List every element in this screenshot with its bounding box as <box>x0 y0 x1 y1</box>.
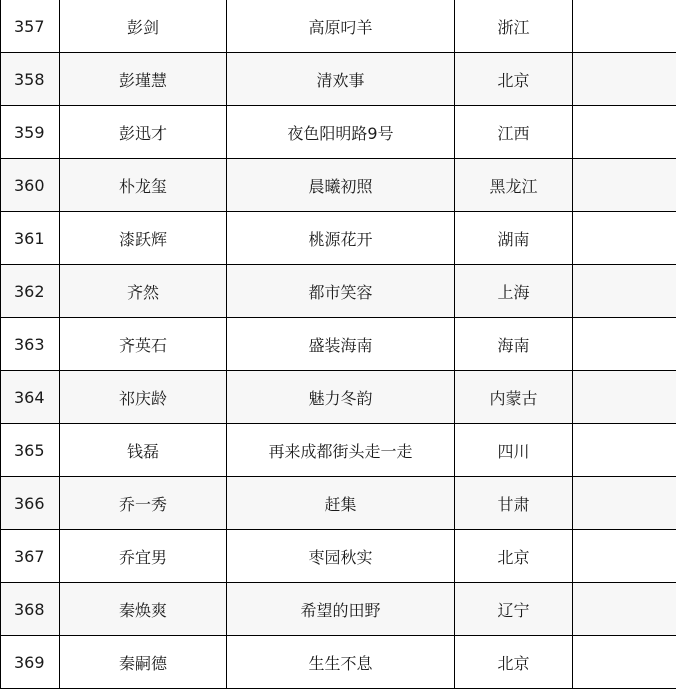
work-title: 赶集 <box>227 477 455 530</box>
author-name: 齐英石 <box>60 318 227 371</box>
region: 浙江 <box>455 0 573 53</box>
region: 辽宁 <box>455 583 573 636</box>
entry-number: 365 <box>1 424 60 477</box>
extra-cell <box>573 318 676 371</box>
work-title: 清欢事 <box>227 53 455 106</box>
author-name: 齐然 <box>60 265 227 318</box>
extra-cell <box>573 106 676 159</box>
work-title: 再来成都街头走一走 <box>227 424 455 477</box>
table-row <box>1 371 676 424</box>
table-row <box>1 159 676 212</box>
work-title: 生生不息 <box>227 636 455 689</box>
region: 四川 <box>455 424 573 477</box>
work-title: 桃源花开 <box>227 212 455 265</box>
entry-number: 360 <box>1 159 60 212</box>
extra-cell <box>573 636 676 689</box>
region: 甘肃 <box>455 477 573 530</box>
extra-cell <box>573 477 676 530</box>
work-title: 夜色阳明路9号 <box>227 106 455 159</box>
table-row <box>1 477 676 530</box>
work-title: 晨曦初照 <box>227 159 455 212</box>
table-row <box>1 424 676 477</box>
author-name: 彭剑 <box>60 0 227 53</box>
table-row <box>1 636 676 689</box>
table-row <box>1 106 676 159</box>
region: 内蒙古 <box>455 371 573 424</box>
extra-cell <box>573 159 676 212</box>
author-name: 漆跃辉 <box>60 212 227 265</box>
table-row <box>1 530 676 583</box>
author-name: 秦焕爽 <box>60 583 227 636</box>
entry-number: 357 <box>1 0 60 53</box>
region: 江西 <box>455 106 573 159</box>
table-row <box>1 265 676 318</box>
extra-cell <box>573 0 676 53</box>
region: 北京 <box>455 530 573 583</box>
extra-cell <box>573 530 676 583</box>
extra-cell <box>573 424 676 477</box>
author-name: 彭迅才 <box>60 106 227 159</box>
table-row <box>1 583 676 636</box>
author-name: 朴龙玺 <box>60 159 227 212</box>
extra-cell <box>573 265 676 318</box>
author-name: 乔一秀 <box>60 477 227 530</box>
entry-number: 361 <box>1 212 60 265</box>
entries-table-body <box>1 0 676 689</box>
work-title: 高原叼羊 <box>227 0 455 53</box>
table-row <box>1 212 676 265</box>
work-title: 都市笑容 <box>227 265 455 318</box>
work-title: 希望的田野 <box>227 583 455 636</box>
extra-cell <box>573 212 676 265</box>
table-row <box>1 53 676 106</box>
entry-number: 369 <box>1 636 60 689</box>
work-title: 枣园秋实 <box>227 530 455 583</box>
region: 海南 <box>455 318 573 371</box>
region: 湖南 <box>455 212 573 265</box>
extra-cell <box>573 53 676 106</box>
region: 北京 <box>455 53 573 106</box>
author-name: 祁庆龄 <box>60 371 227 424</box>
region: 上海 <box>455 265 573 318</box>
region: 北京 <box>455 636 573 689</box>
entry-number: 362 <box>1 265 60 318</box>
work-title: 魅力冬韵 <box>227 371 455 424</box>
extra-cell <box>573 583 676 636</box>
author-name: 钱磊 <box>60 424 227 477</box>
extra-cell <box>573 371 676 424</box>
table-row <box>1 0 676 53</box>
work-title: 盛装海南 <box>227 318 455 371</box>
author-name: 乔宜男 <box>60 530 227 583</box>
region: 黑龙江 <box>455 159 573 212</box>
entry-number: 367 <box>1 530 60 583</box>
entry-number: 358 <box>1 53 60 106</box>
table-row <box>1 318 676 371</box>
entry-number: 364 <box>1 371 60 424</box>
entry-number: 366 <box>1 477 60 530</box>
entry-number: 368 <box>1 583 60 636</box>
entry-number: 359 <box>1 106 60 159</box>
author-name: 彭瑾慧 <box>60 53 227 106</box>
author-name: 秦嗣德 <box>60 636 227 689</box>
entry-number: 363 <box>1 318 60 371</box>
